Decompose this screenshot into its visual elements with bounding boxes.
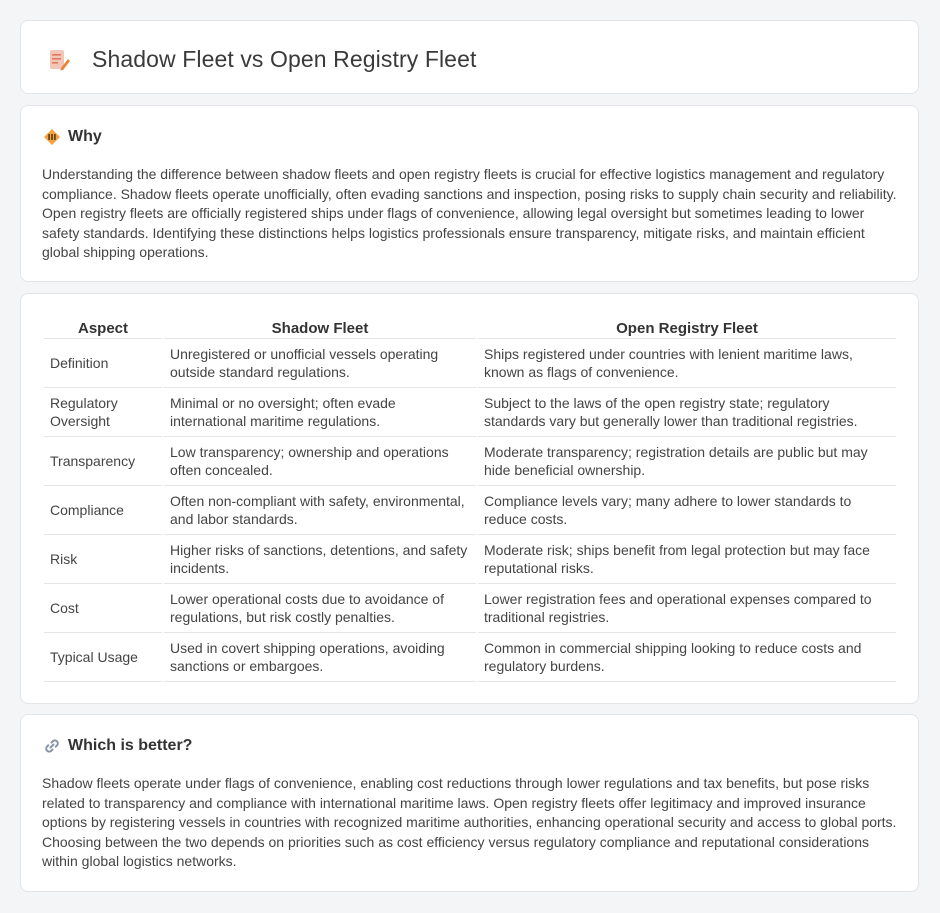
shadow-fleet-cell: Higher risks of sanctions, detentions, and safety incidents.: [164, 535, 476, 584]
table-row: [44, 388, 896, 437]
table-row: [44, 339, 896, 388]
open-registry-cell: Compliance levels vary; many adhere to lower standards to reduce costs.: [478, 486, 896, 535]
table-row: [44, 584, 896, 633]
aspect-cell: Cost: [44, 584, 162, 633]
diamond-warning-icon: [43, 128, 61, 146]
shadow-fleet-cell: Used in covert shipping operations, avoiding sanctions or embargoes.: [164, 633, 476, 682]
open-registry-cell: Moderate transparency; registration details are public but may hide beneficial ownership.: [478, 437, 896, 486]
aspect-cell: Definition: [44, 339, 162, 388]
shadow-fleet-cell: Often non-compliant with safety, environmental, and labor standards.: [164, 486, 476, 535]
aspect-cell: Risk: [44, 535, 162, 584]
title-card: [20, 20, 919, 94]
open-registry-cell: Common in commercial shipping looking to reduce costs and regulatory burdens.: [478, 633, 896, 682]
open-registry-cell: Ships registered under countries with lenient maritime laws, known as flags of convenience.: [478, 339, 896, 388]
table-header-row: [44, 314, 896, 339]
document-pencil-icon: [47, 48, 71, 72]
page-title: Shadow Fleet vs Open Registry Fleet: [92, 46, 477, 72]
table-row: [44, 535, 896, 584]
table-row: [44, 437, 896, 486]
comparison-card: [20, 293, 919, 704]
which-is-better-card: [20, 714, 919, 892]
which-is-better-heading: Which is better?: [68, 737, 193, 754]
table-row: [44, 633, 896, 682]
column-header-shadow-fleet: Shadow Fleet: [164, 314, 476, 339]
aspect-cell: Typical Usage: [44, 633, 162, 682]
open-registry-cell: Lower registration fees and operational expenses compared to traditional registries.: [478, 584, 896, 633]
aspect-cell: Regulatory Oversight: [44, 388, 162, 437]
which-is-better-paragraph: Shadow fleets operate under flags of convenience, enabling cost reductions through lower regulations and tax benefits, but pose risks related to transparency and compliance with international maritime laws. Open registry fleets offer legitimacy and improved insurance options by registering vessels in countries with recognized maritime authorities, enhancing operational security and access to global ports. Choosing between the two depends on priorities such as cost efficiency versus regulatory compliance and reputational considerations within global logistics networks.: [42, 775, 897, 870]
aspect-cell: Compliance: [44, 486, 162, 535]
column-header-aspect: Aspect: [44, 314, 162, 339]
why-heading: Why: [68, 128, 102, 145]
shadow-fleet-cell: Lower operational costs due to avoidance of regulations, but risk costly penalties.: [164, 584, 476, 633]
shadow-fleet-cell: Minimal or no oversight; often evade international maritime regulations.: [164, 388, 476, 437]
why-paragraph: Understanding the difference between shadow fleets and open registry fleets is crucial for effective logistics management and regulatory compliance. Shadow fleets operate unofficially, often evading sanctions and inspection, posing risks to supply chain security and reliability. Open registry fleets are officially registered ships under flags of convenience, allowing legal oversight but sometimes leading to lower safety standards. Identifying these distinctions helps logistics professionals ensure transparency, mitigate risks, and maintain efficient global shipping operations.: [42, 166, 897, 261]
why-card: [20, 105, 919, 282]
open-registry-cell: Moderate risk; ships benefit from legal protection but may face reputational risks.: [478, 535, 896, 584]
table-row: [44, 486, 896, 535]
shadow-fleet-cell: Unregistered or unofficial vessels operating outside standard regulations.: [164, 339, 476, 388]
comparison-table: [42, 314, 898, 682]
open-registry-cell: Subject to the laws of the open registry state; regulatory standards vary but generally lower than traditional registries.: [478, 388, 896, 437]
aspect-cell: Transparency: [44, 437, 162, 486]
column-header-open-registry-fleet: Open Registry Fleet: [478, 314, 896, 339]
shadow-fleet-cell: Low transparency; ownership and operations often concealed.: [164, 437, 476, 486]
link-icon: [43, 737, 61, 755]
